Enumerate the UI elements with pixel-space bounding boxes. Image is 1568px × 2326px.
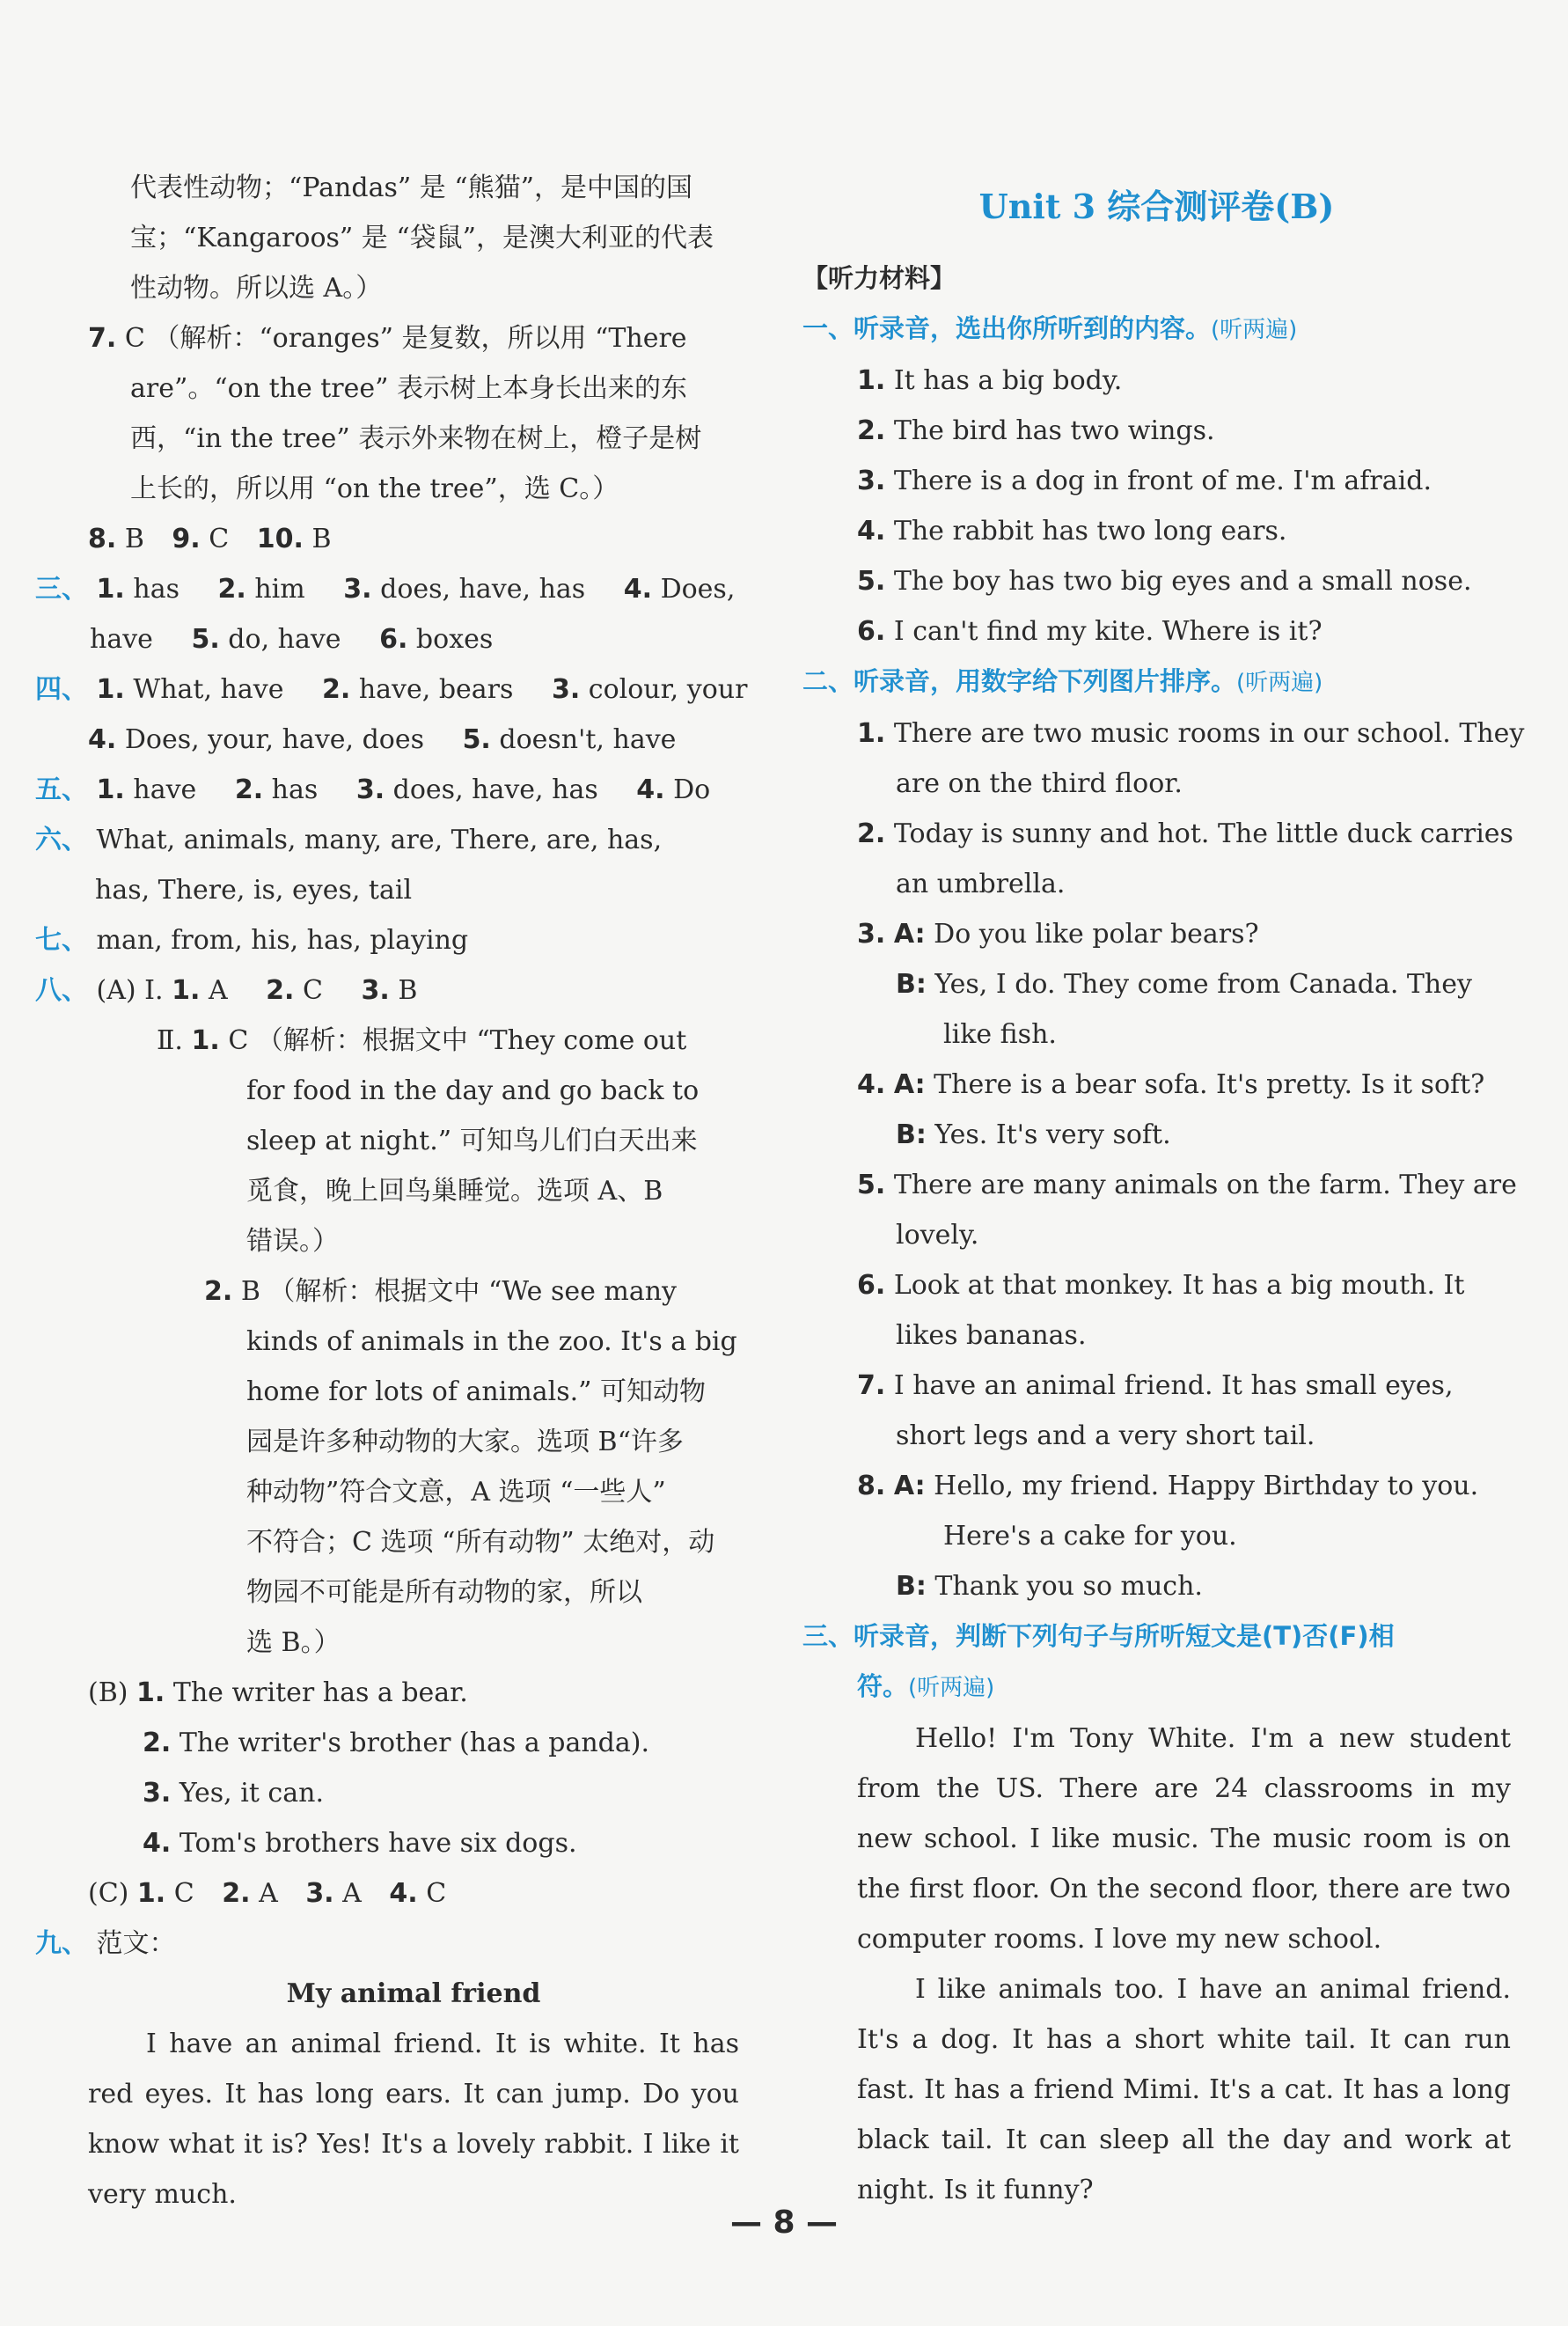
part-label: 符。 [857, 1671, 909, 1701]
section-3-line-2 [35, 614, 739, 664]
section-8-c [35, 1868, 739, 1919]
speaker-label: A: [893, 919, 926, 950]
question-number: 6. [857, 616, 886, 647]
answer-text: home for lots of animals.” 可知动物 [246, 1376, 707, 1407]
question-number: 7. [857, 1370, 886, 1401]
answer-text: C [426, 1878, 447, 1909]
listening-item [802, 1361, 1511, 1411]
section-8-b-2 [35, 1718, 739, 1768]
question-number: 7. [88, 323, 117, 354]
listen-twice-hint: (听两遍) [908, 1675, 995, 1701]
answer-text: 觅食，晚上回鸟巢睡觉。选项 A、B [246, 1176, 663, 1207]
question-number: 3. [355, 774, 385, 805]
answer-text: 上长的，所以用 “on the tree”，选 C。） [130, 473, 619, 504]
question-number: 6. [379, 624, 408, 655]
question-number: 8. [88, 524, 117, 554]
essay-title: My animal friend [286, 1978, 541, 2009]
item-text: short legs and a very short tail. [896, 1420, 1315, 1451]
answer-text: 范文： [96, 1928, 176, 1959]
listening-item [802, 809, 1511, 859]
dialogue-line [802, 959, 1511, 1009]
listening-passage: I like animals too. I have an animal friend. It's a dog. It has a short white tail. It can run fast. It has a friend Mimi. It's a cat. It has a long black tail. It can sleep all the day and work at night. Is it funny? [857, 1974, 1511, 2205]
listening-item [802, 606, 1511, 657]
item-text: There are two music rooms in our school. They [893, 718, 1525, 749]
item-text: Thank you so much. [934, 1571, 1203, 1602]
answer-text: have [90, 624, 153, 655]
listening-item [802, 556, 1511, 606]
item-text: are on the third floor. [896, 768, 1183, 799]
answer-text: A [208, 975, 228, 1006]
answer-text: Do [673, 774, 711, 805]
section-label: 七、 [35, 925, 88, 956]
part-2-heading [802, 657, 1511, 708]
answer-text: does, have, has [380, 574, 586, 605]
answer-text: What, have [133, 674, 284, 705]
question-number: 2. [204, 1276, 233, 1307]
item-text: There is a bear sofa. It's pretty. Is it soft? [934, 1069, 1485, 1100]
answer-text: A [259, 1878, 278, 1909]
part-label: (C) [88, 1878, 129, 1909]
answer-text: 园是许多种动物的大家。选项 B“许多 [246, 1427, 684, 1457]
answer-text: B [124, 524, 144, 554]
item-text: I can't find my kite. Where is it? [893, 616, 1323, 647]
answer-text: C （解析：根据文中 “They come out [228, 1025, 687, 1056]
section-3-line-1 [35, 564, 739, 614]
answer-text: 不符合；C 选项 “所有动物” 太绝对，动 [246, 1527, 715, 1558]
item-text: Look at that monkey. It has a big mouth. It [893, 1270, 1465, 1301]
listening-passage: Hello! I'm Tony White. I'm a new student from the US. There are 24 classrooms in my new school. I like music. The music room is on the first floor. On the second floor, there are two computer rooms. I love my new school. [857, 1723, 1511, 1955]
section-label: 三、 [35, 574, 88, 605]
item-text: an umbrella. [896, 869, 1066, 899]
question-number: 1. [172, 975, 201, 1006]
part-label: 一、听录音，选出你所听到的内容。 [802, 313, 1212, 343]
question-number: 4. [623, 574, 653, 605]
question-number: 2. [857, 415, 886, 446]
section-label: 四、 [35, 674, 88, 705]
question-number: 4. [636, 774, 665, 805]
listening-item [802, 1160, 1517, 1210]
answer-text: The writer has a bear. [172, 1677, 468, 1708]
dialogue-line [802, 1110, 1511, 1160]
item-text: The rabbit has two long ears. [893, 516, 1287, 547]
question-number: 3. [343, 574, 372, 605]
section-8-b-4 [35, 1818, 739, 1868]
question-number: 2. [857, 818, 886, 849]
answer-text: C [173, 1878, 194, 1909]
question-number: 3. [361, 975, 390, 1006]
section-8-ii-1 [35, 1016, 739, 1066]
part-3-heading-cont [802, 1662, 1511, 1713]
listening-material-label: 【听力材料】 [802, 263, 956, 293]
continued-line: 性动物。所以选 A。） [130, 273, 383, 304]
item-text: Yes. It's very soft. [934, 1119, 1171, 1150]
question-number: 4. [88, 724, 117, 755]
part-3-heading: 三、听录音，判断下列句子与所听短文是(T)否(F)相 [802, 1621, 1395, 1651]
speaker-label: A: [893, 1471, 926, 1501]
answer-q7 [35, 313, 739, 363]
listening-item [802, 356, 1511, 406]
item-text: Hello, my friend. Happy Birthday to you. [934, 1471, 1479, 1501]
item-text: It has a big body. [893, 365, 1123, 396]
answer-text: B [398, 975, 418, 1006]
question-number: 1. [857, 365, 886, 396]
answer-text: for food in the day and go back to [246, 1075, 700, 1106]
part-1-heading [802, 304, 1511, 356]
question-number: 9. [172, 524, 201, 554]
answer-text: does, have, has [392, 774, 598, 805]
part-label: 二、听录音，用数字给下列图片排序。 [802, 666, 1237, 696]
answer-text: 种动物”符合文意，A 选项 “一些人” [246, 1477, 666, 1508]
question-number: 2. [322, 674, 351, 705]
question-number: 4. [143, 1828, 172, 1859]
section-9-line-1 [35, 1919, 739, 1969]
answer-text: B [311, 524, 332, 554]
answer-text: 西，“in the tree” 表示外来物在树上，橙子是树 [130, 423, 702, 454]
item-text: Here's a cake for you. [943, 1521, 1237, 1552]
page-number: — 8 — [729, 2205, 839, 2241]
question-number: 1. [136, 1878, 166, 1909]
listen-twice-hint: (听两遍) [1236, 670, 1323, 696]
answer-text: B （解析：根据文中 “We see many [240, 1276, 678, 1307]
question-number: 3. [143, 1778, 172, 1809]
answer-text: sleep at night.” 可知鸟儿们白天出来 [246, 1126, 698, 1156]
item-text: There is a dog in front of me. I'm afraid. [893, 466, 1432, 496]
listening-item [802, 456, 1511, 506]
question-number: 1. [96, 574, 125, 605]
roman-label: Ⅰ. [144, 975, 164, 1006]
section-5-line-1 [35, 765, 739, 815]
answer-text: colour, your [588, 674, 748, 705]
question-number: 5. [191, 624, 220, 655]
left-column [35, 163, 748, 2220]
section-8-line-1 [35, 965, 739, 1016]
answer-text: have [133, 774, 197, 805]
section-8-ii-2 [35, 1266, 739, 1317]
question-number: 2. [143, 1728, 172, 1758]
part-label: (B) [88, 1677, 128, 1708]
item-text: lovely. [896, 1220, 979, 1251]
listening-item [802, 1461, 1511, 1511]
item-text: I have an animal friend. It has small eyes, [893, 1370, 1454, 1401]
question-number: 2. [222, 1878, 251, 1909]
question-number: 4. [389, 1878, 418, 1909]
answer-text: Tom's brothers have six dogs. [179, 1828, 577, 1859]
question-number: 1. [96, 774, 125, 805]
item-text: The boy has two big eyes and a small nose. [893, 566, 1472, 597]
section-6-line-1 [35, 815, 739, 865]
listening-item [802, 406, 1511, 456]
question-number: 3. [551, 674, 581, 705]
answer-text: has, There, is, eyes, tail [95, 875, 413, 906]
answer-text: C [209, 524, 230, 554]
item-text: Today is sunny and hot. The little duck carries [893, 818, 1513, 849]
answer-text: man, from, his, has, playing [96, 925, 469, 956]
dialogue-line [802, 1561, 1511, 1611]
speaker-label: B: [896, 1119, 927, 1150]
section-8-b-1 [35, 1668, 739, 1718]
answer-text: C （解析：“oranges” 是复数，所以用 “There [124, 323, 687, 354]
listening-item [802, 1060, 1511, 1110]
item-text: The bird has two wings. [893, 415, 1215, 446]
question-number: 5. [462, 724, 491, 755]
answer-text: A [342, 1878, 362, 1909]
item-text: likes bananas. [896, 1320, 1087, 1351]
continued-line: 代表性动物；“Pandas” 是 “熊猫”，是中国的国 [130, 172, 692, 203]
section-label: 五、 [35, 774, 88, 805]
listening-item [802, 506, 1511, 556]
listening-item [802, 909, 1511, 959]
question-number: 1. [857, 718, 886, 749]
section-7-line-1 [35, 915, 739, 965]
answer-text: has [133, 574, 180, 605]
roman-label: Ⅱ. [157, 1025, 183, 1056]
question-number: 4. [857, 1069, 886, 1100]
answer-text: 错误。） [246, 1226, 339, 1257]
answer-text: have, bears [358, 674, 514, 705]
speaker-label: A: [893, 1069, 926, 1100]
section-label: 八、 [35, 975, 88, 1006]
section-4-line-1 [35, 664, 748, 715]
question-number: 6. [857, 1270, 886, 1301]
section-8-b-3 [35, 1768, 739, 1818]
question-number: 2. [217, 574, 246, 605]
answer-text: are”。“on the tree” 表示树上本身长出来的东 [130, 373, 688, 404]
item-text: There are many animals on the farm. They are [893, 1170, 1517, 1200]
question-number: 3. [857, 466, 886, 496]
question-number: 1. [136, 1677, 165, 1708]
item-text: like fish. [943, 1019, 1057, 1050]
listen-twice-hint: (听两遍) [1211, 317, 1298, 343]
essay-text: I have an animal friend. It is white. It has red eyes. It has long ears. It can jump. Do you know what it is? Yes! It's a lovely rabbit. I like it very much. [88, 2029, 739, 2210]
listening-item [802, 708, 1525, 759]
answer-text: Yes, it can. [179, 1778, 324, 1809]
question-number: 10. [256, 524, 304, 554]
answer-text: has [271, 774, 319, 805]
question-number: 3. [857, 919, 886, 950]
answer-text: Does, [660, 574, 736, 605]
answer-text: 物园不可能是所有动物的家，所以 [246, 1577, 642, 1608]
right-column [802, 176, 1525, 2215]
answer-text: 选 B。） [246, 1627, 341, 1658]
item-text: Do you like polar bears? [934, 919, 1259, 950]
answer-text: do, have [228, 624, 341, 655]
answer-text: doesn't, have [499, 724, 677, 755]
question-number: 1. [191, 1025, 220, 1056]
question-number: 2. [234, 774, 264, 805]
answer-text: him [254, 574, 305, 605]
answer-text: Does, your, have, does [124, 724, 425, 755]
speaker-label: B: [896, 1571, 927, 1602]
question-number: 1. [96, 674, 125, 705]
question-number: 4. [857, 516, 886, 547]
continued-line: 宝；“Kangaroos” 是 “袋鼠”，是澳大利亚的代表 [130, 223, 714, 253]
section-label: 六、 [35, 825, 88, 855]
question-number: 3. [305, 1878, 334, 1909]
answer-text: What, animals, many, are, There, are, has, [96, 825, 663, 855]
question-number: 2. [266, 975, 295, 1006]
speaker-label: B: [896, 969, 927, 1000]
test-title: Unit 3 综合测评卷(B) [978, 187, 1335, 226]
question-number: 5. [857, 566, 886, 597]
item-text: Yes, I do. They come from Canada. They [934, 969, 1472, 1000]
answer-text: boxes [415, 624, 494, 655]
question-number: 8. [857, 1471, 886, 1501]
answer-q8-q10 [35, 514, 739, 564]
listening-item [802, 1260, 1511, 1310]
section-label: 九、 [35, 1928, 88, 1959]
answer-text: kinds of animals in the zoo. It's a big [246, 1326, 737, 1357]
part-label: (A) [96, 975, 136, 1006]
question-number: 5. [857, 1170, 886, 1200]
section-4-line-2 [35, 715, 739, 765]
answer-text: The writer's brother (has a panda). [179, 1728, 650, 1758]
answer-text: C [302, 975, 323, 1006]
